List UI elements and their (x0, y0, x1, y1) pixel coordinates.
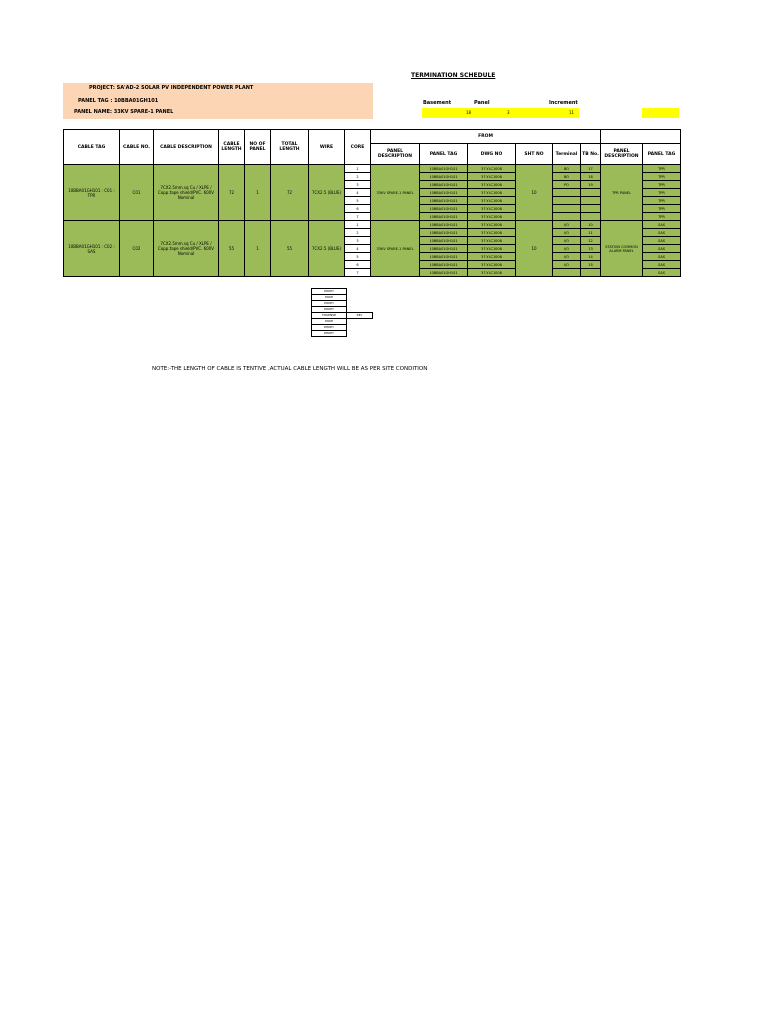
terminal-cell (553, 269, 581, 277)
termination-table (63, 129, 681, 277)
cable-tag-cell: 10BBA01GH101 : C02 : SAS (64, 221, 120, 277)
panel-tag-cell: 10BBA01GH101 (420, 253, 468, 261)
tb-no-cell (581, 189, 601, 197)
to-panel-tag-cell: SAS (643, 229, 681, 237)
dwg-no-cell: 37-YLC1008 (468, 237, 516, 245)
header-cable-description: CABLE DESCRIPTION (154, 130, 219, 165)
from-panel-description-cell: 33KV SPARE-1 PANEL (371, 165, 420, 221)
tb-no-cell: 14 (581, 253, 601, 261)
terminal-cell: I/O (553, 245, 581, 253)
header-no-of-panel: NO OF PANEL (245, 130, 271, 165)
core-cell: 3 (345, 237, 371, 245)
no-of-panel-cell: 1 (245, 221, 271, 277)
to-panel-tag-cell: TPR (643, 197, 681, 205)
header-cable-tag: CABLE TAG (64, 130, 120, 165)
panel-tag-cell: 10BBA01GH101 (420, 245, 468, 253)
core-cell: 4 (345, 189, 371, 197)
header-to-blank (601, 130, 681, 144)
header-to-panel-description: PANEL DESCRIPTION (601, 144, 643, 165)
tb-no-cell: 18 (581, 173, 601, 181)
header-core: CORE (345, 130, 371, 165)
wire-cell: 7CX2.5 (BLUE) (309, 165, 345, 221)
total-length-cell: 55 (271, 221, 309, 277)
no-of-panel-cell: 1 (245, 165, 271, 221)
dwg-no-cell: 37-YLC1008 (468, 165, 516, 173)
terminal-cell (553, 213, 581, 221)
panel-tag-cell: 10BBA01GH101 (420, 229, 468, 237)
terminal-cell (553, 189, 581, 197)
core-cell: 6 (345, 261, 371, 269)
dwg-no-cell: 37-YLC1008 (468, 205, 516, 213)
mini-list-side-label: KEY (347, 313, 373, 319)
table-row (64, 165, 681, 173)
table-row (64, 221, 681, 229)
dwg-no-cell: 37-YLC1008 (468, 261, 516, 269)
tb-no-cell (581, 213, 601, 221)
panel-value: 3 (507, 110, 510, 115)
to-panel-tag-cell: SAS (643, 221, 681, 229)
dwg-no-cell: 37-YLC1008 (468, 221, 516, 229)
mini-list-item: DEKEY (312, 325, 347, 331)
dwg-no-cell: 37-YLC1008 (468, 181, 516, 189)
header-to-panel-tag: PANEL TAG (643, 144, 681, 165)
wire-cell: 7CX2.5 (BLUE) (309, 221, 345, 277)
terminal-cell: I/O (553, 229, 581, 237)
dwg-no-cell: 37-YLC1008 (468, 213, 516, 221)
increment-value: 11 (569, 110, 575, 115)
basement-value: 18 (466, 110, 472, 115)
cable-description-cell: 7CX2.5mm.sq Cu / XLPE / Copp.tape shield/PVC. 600V Nominal (154, 165, 219, 221)
header-cable-no: CABLE NO. (120, 130, 154, 165)
to-panel-tag-cell: TPR (643, 205, 681, 213)
project-info-box (63, 83, 373, 119)
mini-list-item: POKEY (312, 301, 347, 307)
to-panel-tag-cell: SAS (643, 245, 681, 253)
core-cell: 1 (345, 165, 371, 173)
tb-no-cell (581, 205, 601, 213)
panel-tag-cell: 10BBA01GH101 (420, 237, 468, 245)
core-cell: 7 (345, 269, 371, 277)
to-panel-tag-cell: TPR (643, 189, 681, 197)
header-dwg-no: DWG NO (468, 144, 516, 165)
terminal-cell: PO (553, 181, 581, 189)
panel-tag-line: PANEL TAG : 10BBA01GH101 (78, 98, 159, 104)
cable-length-cell: 55 (219, 221, 245, 277)
tb-no-cell: 13 (581, 245, 601, 253)
core-cell: 5 (345, 253, 371, 261)
to-panel-tag-cell: TPR (643, 173, 681, 181)
header-total-length: TOTAL LENGTH (271, 130, 309, 165)
header-cable-length: CABLE LENGTH (219, 130, 245, 165)
terminal-cell: BO (553, 173, 581, 181)
increment-label: Increment (549, 100, 578, 106)
to-panel-tag-cell: TPR (643, 165, 681, 173)
to-panel-tag-cell: SAS (643, 253, 681, 261)
page-title: TERMINATION SCHEDULE (411, 72, 496, 79)
panel-tag-cell: 10BBA01GH101 (420, 165, 468, 173)
terminal-cell: BO (553, 165, 581, 173)
footer-note: NOTE:-THE LENGTH OF CABLE IS TENTIVE ,ACTUAL CABLE LENGTH WILL BE AS PER SITE CONDITION (152, 366, 428, 372)
panel-name-line: PANEL NAME: 33KV SPARE-1 PANEL (74, 109, 174, 115)
to-panel-description-cell: STATION COMMON ALARM PANEL (601, 221, 643, 277)
terminal-cell: I/O (553, 261, 581, 269)
terminal-cell (553, 197, 581, 205)
to-panel-tag-cell: SAS (643, 237, 681, 245)
dwg-no-cell: 37-YLC1008 (468, 173, 516, 181)
tb-no-cell: 19 (581, 181, 601, 189)
core-cell: 7 (345, 213, 371, 221)
mini-list-item: POKEY (312, 307, 347, 313)
cable-tag-cell: 10BBA01GH101 : C01 : TPR (64, 165, 120, 221)
header-terminal: Terminal (553, 144, 581, 165)
tb-no-cell: 11 (581, 229, 601, 237)
header-panel-description: PANEL DESCRIPTION (371, 144, 420, 165)
sht-no-cell: 10 (516, 221, 553, 277)
terminal-cell (553, 205, 581, 213)
cable-no-cell: C02 (120, 221, 154, 277)
terminal-cell: I/O (553, 221, 581, 229)
mini-list-item: TOKENSE (312, 313, 347, 319)
core-cell: 3 (345, 181, 371, 189)
panel-tag-cell: 10BBA01GH101 (420, 197, 468, 205)
dwg-no-cell: 37-YLC1008 (468, 269, 516, 277)
cable-description-cell: 7CX2.5mm.sq Cu / XLPE / Copp.tape shield/PVC. 600V Nominal (154, 221, 219, 277)
tb-no-cell (581, 269, 601, 277)
core-cell: 1 (345, 221, 371, 229)
from-panel-description-cell: 33KV SPARE-1 PANEL (371, 221, 420, 277)
mini-list-item: DEKEY (312, 331, 347, 337)
header-sht-no: SHT NO (516, 144, 553, 165)
core-cell: 2 (345, 229, 371, 237)
panel-tag-cell: 10BBA01GH101 (420, 181, 468, 189)
header-wire: WIRE (309, 130, 345, 165)
core-cell: 4 (345, 245, 371, 253)
cable-no-cell: C01 (120, 165, 154, 221)
tb-no-cell: 15 (581, 261, 601, 269)
to-panel-description-cell: TPR PANEL (601, 165, 643, 221)
dwg-no-cell: 37-YLC1008 (468, 197, 516, 205)
mini-list-item: POKEY (312, 289, 347, 295)
header-panel-tag: PANEL TAG (420, 144, 468, 165)
dwg-no-cell: 37-YLC1008 (468, 253, 516, 261)
mini-list-item: POKE (312, 319, 347, 325)
dwg-no-cell: 37-YLC1008 (468, 189, 516, 197)
cable-length-cell: 72 (219, 165, 245, 221)
to-panel-tag-cell: TPR (643, 213, 681, 221)
panel-tag-cell: 10BBA01GH101 (420, 221, 468, 229)
terminal-cell: I/O (553, 237, 581, 245)
header-tb-no: TB No. (581, 144, 601, 165)
dwg-no-cell: 37-YLC1008 (468, 229, 516, 237)
mini-list-table (311, 288, 373, 337)
sht-no-cell: 10 (516, 165, 553, 221)
tb-no-cell: 10 (581, 221, 601, 229)
panel-tag-cell: 10BBA01GH101 (420, 213, 468, 221)
panel-tag-cell: 10BBA01GH101 (420, 261, 468, 269)
yellow-cell-right (642, 108, 679, 118)
panel-tag-cell: 10BBA01GH101 (420, 269, 468, 277)
core-cell: 6 (345, 205, 371, 213)
core-cell: 5 (345, 197, 371, 205)
to-panel-tag-cell: TPR (643, 181, 681, 189)
tb-no-cell (581, 197, 601, 205)
tb-no-cell: 12 (581, 237, 601, 245)
header-values-band (422, 108, 579, 118)
panel-label: Panel (474, 100, 490, 106)
to-panel-tag-cell: SAS (643, 269, 681, 277)
total-length-cell: 72 (271, 165, 309, 221)
panel-tag-cell: 10BBA01GH101 (420, 173, 468, 181)
header-from: FROM (371, 130, 601, 144)
panel-tag-cell: 10BBA01GH101 (420, 205, 468, 213)
project-name: PROJECT: SA'AD-2 SOLAR PV INDEPENDENT POWER PLANT (89, 85, 254, 91)
tb-no-cell: 17 (581, 165, 601, 173)
to-panel-tag-cell: SAS (643, 261, 681, 269)
mini-list-item: POKE (312, 295, 347, 301)
core-cell: 2 (345, 173, 371, 181)
panel-tag-cell: 10BBA01GH101 (420, 189, 468, 197)
basement-label: Basement (423, 100, 452, 106)
dwg-no-cell: 37-YLC1008 (468, 245, 516, 253)
terminal-cell: I/O (553, 253, 581, 261)
